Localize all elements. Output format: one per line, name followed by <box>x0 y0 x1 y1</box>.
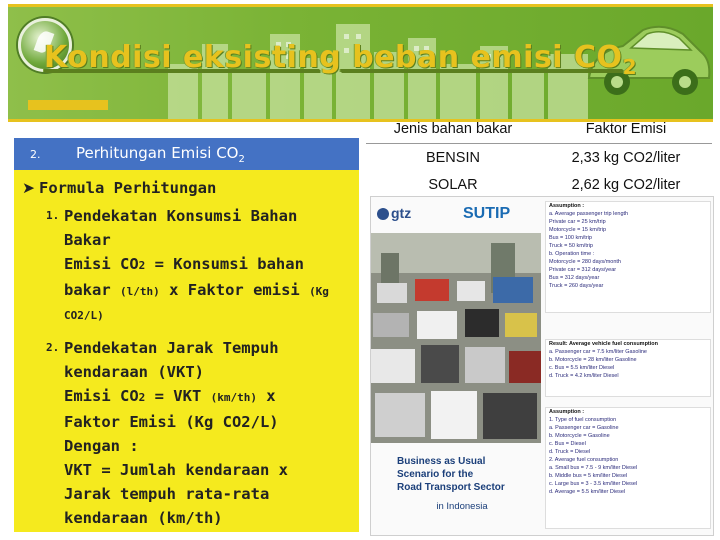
cover-text-line: Assumption : <box>549 409 585 415</box>
table-header: Jenis bahan bakar <box>366 115 540 144</box>
cover-text-line: a. Average passenger trip length <box>549 211 629 217</box>
cover-text-line: Motorcycle = 280 days/month <box>549 259 621 265</box>
cover-text-line: Private car = 312 days/year <box>549 267 617 273</box>
section-label: Perhitungan Emisi $CO_2$ <box>76 143 245 165</box>
sutip-logo: SUTIP <box>463 205 511 222</box>
cover-text-line: Truck = 50 km/trip <box>549 243 593 249</box>
formula-box <box>14 170 359 532</box>
section-number: 2. <box>30 147 41 161</box>
formula-item-vkt: 2. Pendekatan Jarak Tempuh kendaraan (VKT) Emisi CO2 = VKT (km/th) x Faktor Emisi (Kg CO2/L) Dengan : VKT = Jumlah kendaraan x Jarak tempuh rata-rata kendaraan (km/th) <box>46 339 288 527</box>
cover-text-line: 2. Average fuel consumption <box>549 457 619 463</box>
cover-text-line: b. Operation time : <box>549 251 595 257</box>
assumption-block <box>545 201 711 313</box>
table-cell: 2,62 kg CO2/liter <box>571 176 681 193</box>
emission-factor-table <box>366 115 712 198</box>
cover-text-line: Truck = 260 days/year <box>549 283 604 289</box>
cover-text-line: Private car = 25 km/trip <box>549 219 606 225</box>
cover-text-line: c. Bus = Diesel <box>549 441 586 447</box>
arrow-bullet-icon: ➤ <box>22 179 35 197</box>
cover-title: Business as Usual Scenario for the Road Transport Sector in Indonesia <box>397 456 505 512</box>
table-row <box>366 144 712 172</box>
cover-text-line: Result: Average vehicle fuel consumption <box>549 341 659 347</box>
cover-text-line: c. Bus = 5.5 km/liter Diesel <box>549 365 615 371</box>
cover-text-line: 1. Type of fuel consumption <box>549 417 617 423</box>
table-cell: 2,33 kg CO2/liter <box>571 149 681 166</box>
result-block <box>545 339 711 397</box>
cover-text-line: a. Passenger car = Gasoline <box>549 425 619 431</box>
traffic-photo <box>371 233 541 443</box>
table-row <box>366 171 712 198</box>
cover-text-line: Motorcycle = 15 km/trip <box>549 227 607 233</box>
cover-text-line: a. Passenger car = 7.5 km/liter Gasoline <box>549 349 647 355</box>
cover-text-line: d. Average = 5.5 km/liter Diesel <box>549 489 626 495</box>
cover-right-panel <box>541 197 713 535</box>
cover-text-line: Bus = 100 km/trip <box>549 235 592 241</box>
cover-text-line: Assumption : <box>549 203 585 209</box>
fuel-assumption-block <box>545 407 711 529</box>
page-title: Kondisi eksisting beban emisi $CO_2$ <box>44 40 637 79</box>
table-header: Faktor Emisi <box>540 115 712 144</box>
cover-text-line: Bus = 312 days/year <box>549 275 600 281</box>
banner-top-stripe <box>8 4 713 7</box>
report-cover-image <box>370 196 714 536</box>
cover-text-line: a. Small bus = 7.5 - 9 km/liter Diesel <box>549 465 638 471</box>
gtz-logo: gtz <box>377 205 411 221</box>
cover-left-panel <box>371 197 541 535</box>
logo-band <box>28 100 108 110</box>
cover-text-line: b. Middle bus = 5 km/liter Diesel <box>549 473 628 479</box>
cover-text-line: b. Motorcycle = 28 km/liter Gasoline <box>549 357 637 363</box>
formula-item-fuel: 1. Pendekatan Konsumsi Bahan Bakar Emisi CO2 = Konsumsi bahan bakar (l/th) x Faktor emisi (Kg CO2/L) <box>46 207 329 322</box>
cover-text-line: c. Large bus = 3 - 3.5 km/liter Diesel <box>549 481 638 487</box>
table-cell: SOLAR <box>428 176 478 193</box>
table-header-row <box>366 115 712 144</box>
cover-text-line: d. Truck = 4.2 km/liter Diesel <box>549 373 619 379</box>
table-cell: BENSIN <box>425 149 480 166</box>
section-heading <box>14 138 359 170</box>
cover-text-line: b. Motorcycle = Gasoline <box>549 433 610 439</box>
formula-heading: ➤ Formula Perhitungan <box>22 179 217 197</box>
cover-text-line: d. Truck = Diesel <box>549 449 591 455</box>
